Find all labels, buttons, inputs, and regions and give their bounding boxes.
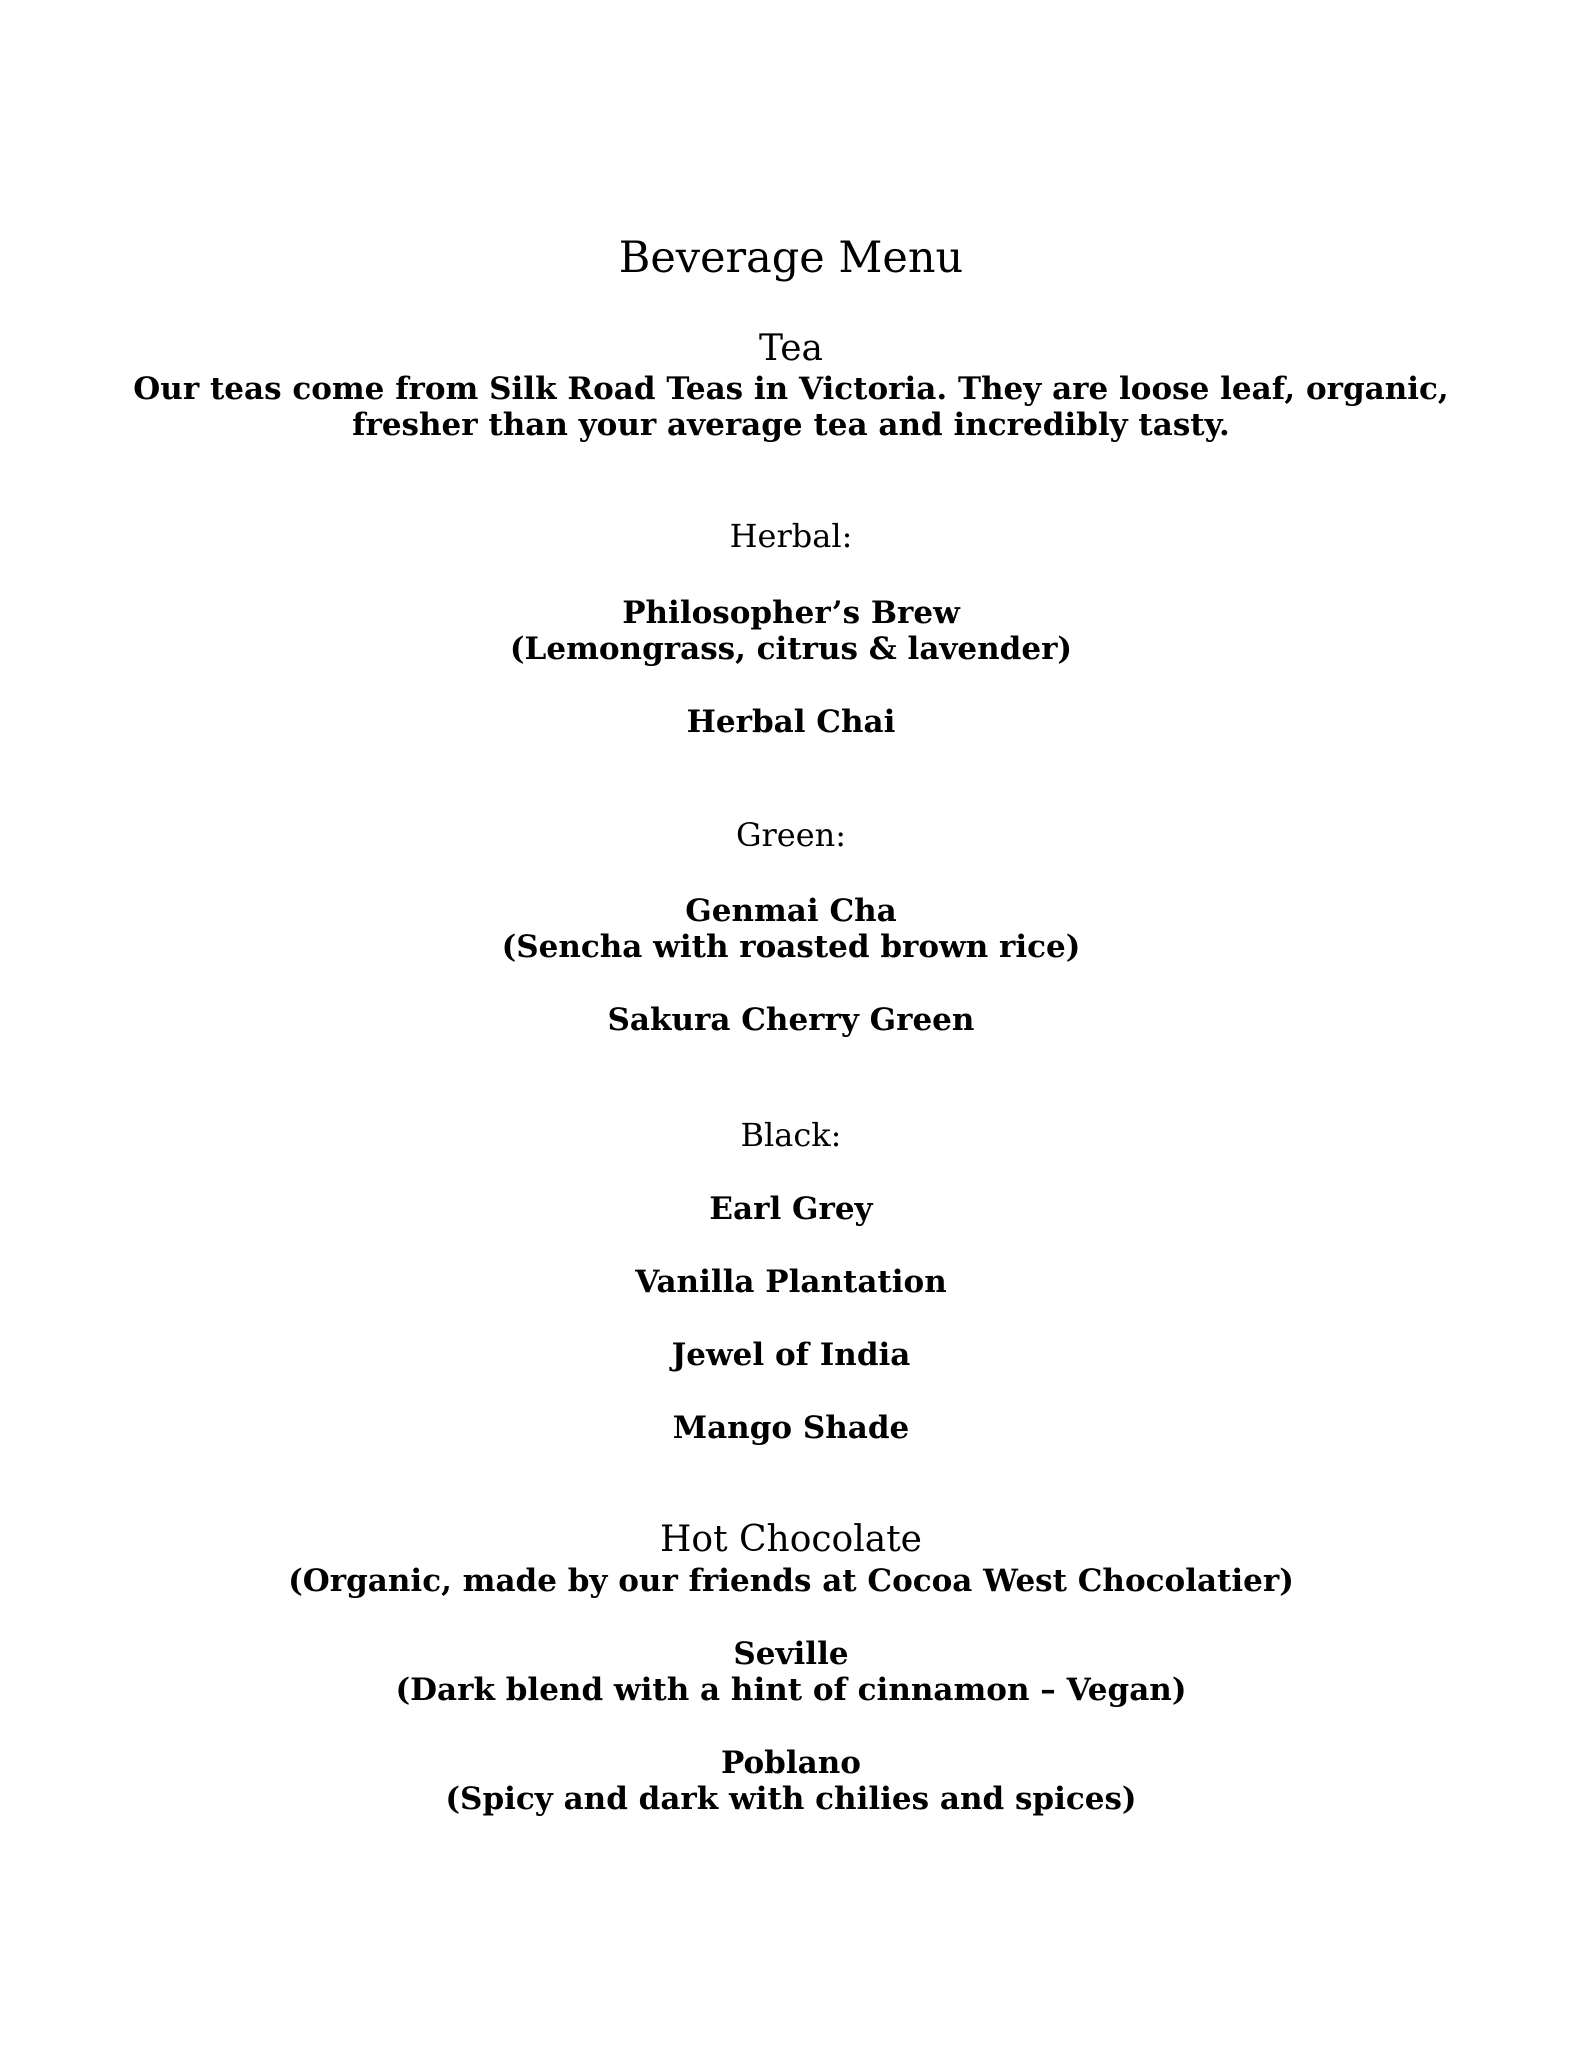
menu-item-description: (Sencha with roasted brown rice) xyxy=(501,929,1081,965)
menu-item-name: Genmai Cha xyxy=(685,893,897,929)
menu-item-name: Seville xyxy=(733,1636,849,1672)
menu-item-name: Herbal Chai xyxy=(686,704,896,740)
menu-item-name: Poblano xyxy=(721,1745,861,1781)
menu-item-name: Sakura Cherry Green xyxy=(607,1002,975,1038)
herbal-label: Herbal: xyxy=(729,517,853,555)
tea-intro-line-1: Our teas come from Silk Road Teas in Victoria. They are loose leaf, organic, xyxy=(133,371,1449,407)
menu-item-name: Jewel of India xyxy=(671,1337,911,1373)
hot-chocolate-heading: Hot Chocolate xyxy=(660,1519,922,1560)
tea-heading: Tea xyxy=(759,328,823,369)
page-title: Beverage Menu xyxy=(618,233,964,283)
black-label: Black: xyxy=(740,1116,842,1154)
menu-item-name: Vanilla Plantation xyxy=(635,1264,947,1300)
menu-item-description: (Spicy and dark with chilies and spices) xyxy=(445,1781,1137,1817)
menu-item-name: Mango Shade xyxy=(672,1410,910,1446)
green-label: Green: xyxy=(735,816,847,854)
menu-item-description: (Dark blend with a hint of cinnamon – Vegan) xyxy=(395,1672,1187,1708)
menu-item-description: (Lemongrass, citrus & lavender) xyxy=(509,631,1073,667)
menu-item-name: Philosopher’s Brew xyxy=(622,595,960,631)
menu-item-name: Earl Grey xyxy=(709,1191,873,1227)
hot-chocolate-intro: (Organic, made by our friends at Cocoa West Chocolatier) xyxy=(288,1563,1294,1599)
tea-intro-line-2: fresher than your average tea and incredibly tasty. xyxy=(352,407,1230,443)
